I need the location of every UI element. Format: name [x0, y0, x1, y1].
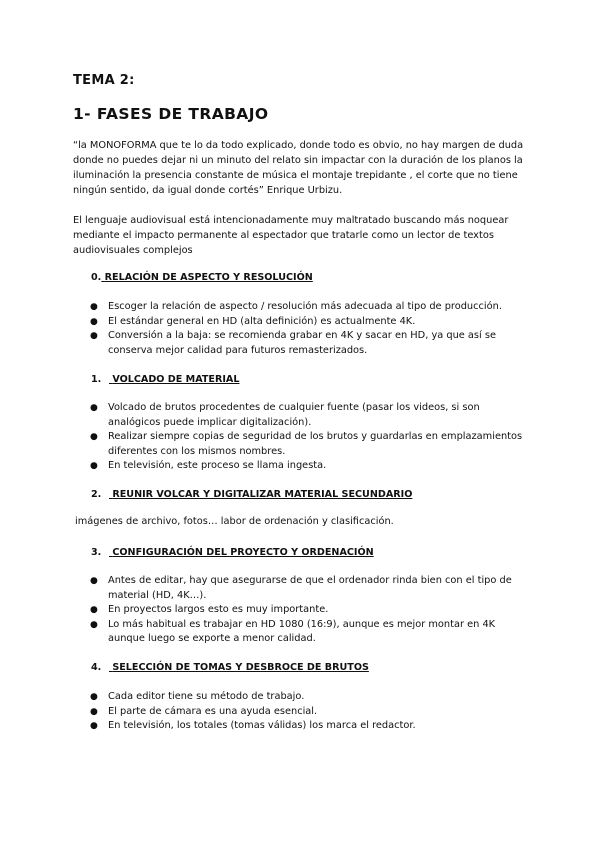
bullet-icon: ●: [90, 302, 98, 312]
bullet-icon: ●: [90, 461, 98, 471]
bullet-icon: ●: [90, 576, 98, 586]
list-item: ● El estándar general en HD (alta definición) es actualmente 4K.: [90, 315, 530, 330]
section-heading-1: [91, 374, 239, 385]
list-item: ● Antes de editar, hay que asegurarse de que el ordenador rinda bien con el tipo de material (HD, 4K…).: [90, 575, 512, 601]
intro-paragraph: El lenguaje audiovisual está intencionadamente muy maltratado buscando más noquear mediante el impacto permanente al espectador que tratarle como un lector de textos audiovisuales complejos: [73, 215, 509, 256]
topic-label: TEMA 2:: [73, 73, 135, 88]
section-1-list: [90, 401, 530, 474]
section-number: 2.: [91, 489, 102, 500]
bullet-icon: ●: [90, 619, 98, 630]
section-number: 4.: [91, 662, 102, 673]
bullet-icon: ●: [90, 706, 98, 717]
list-item: ● Conversión a la baja: se recomienda grabar en 4K y sacar en HD, ya que así se conserva mejor calidad para futuros remasterizados.: [90, 330, 497, 356]
section-title: VOLCADO DE MATERIAL: [112, 374, 240, 385]
list-item: ● Realizar siempre copias de seguridad de los brutos y guardarlas en emplazamientos diferentes con los mismos nombres.: [90, 431, 523, 457]
section-number: 0.: [91, 272, 102, 283]
list-item: ● Lo más habitual es trabajar en HD 1080 (16:9), aunque es mejor montar en 4K aunque luego se exporte a menor calidad.: [90, 618, 496, 644]
section-heading-0: [91, 272, 313, 283]
section-title: REUNIR VOLCAR Y DIGITALIZAR MATERIAL SECUNDARIO: [112, 489, 413, 500]
section-2-text: imágenes de archivo, fotos… labor de ordenación y clasificación.: [75, 516, 394, 527]
section-title: CONFIGURACIÓN DEL PROYECTO Y ORDENACIÓN: [112, 547, 374, 558]
bullet-icon: ●: [90, 403, 98, 413]
section-title: SELECCIÓN DE TOMAS Y DESBROCE DE BRUTOS: [112, 662, 369, 673]
bullet-icon: ●: [90, 316, 98, 327]
page-title: 1- FASES DE TRABAJO: [73, 105, 269, 123]
section-title: RELACIÓN DE ASPECTO Y RESOLUCIÓN: [104, 272, 313, 283]
bullet-icon: ●: [90, 605, 98, 615]
list-item: ● En proyectos largos esto es muy importante.: [90, 603, 530, 618]
list-item: ● En televisión, los totales (tomas válidas) los marca el redactor.: [90, 719, 530, 734]
section-heading-3: [91, 547, 374, 558]
bullet-icon: ●: [90, 692, 98, 702]
bullet-icon: ●: [90, 432, 98, 442]
section-0-list: [90, 300, 530, 358]
quote-paragraph: “la MONOFORMA que te lo da todo explicado, donde todo es obvio, no hay margen de duda donde no puedes dejar ni un minuto del relato sin impactar con la duración de los planos la iluminación la presencia constante de música el montaje trepidante , el corte que no tiene ningún sentido, da igual donde cortés” Enrique Urbizu.: [73, 140, 524, 196]
section-3-list: [90, 574, 530, 647]
bullet-icon: ●: [90, 331, 98, 341]
list-item: ● En televisión, este proceso se llama ingesta.: [90, 459, 530, 474]
section-number: 3.: [91, 547, 102, 558]
section-heading-4: [91, 662, 369, 673]
section-number: 1.: [91, 374, 102, 385]
list-item: ● Volcado de brutos procedentes de cualquier fuente (pasar los videos, si son analógicos puede implicar digitalización).: [90, 402, 480, 428]
section-heading-2: [91, 489, 412, 500]
list-item: ● El parte de cámara es una ayuda esencial.: [90, 705, 530, 720]
list-item: ● Cada editor tiene su método de trabajo.: [90, 690, 530, 705]
section-4-list: [90, 690, 530, 734]
bullet-icon: ●: [90, 721, 98, 731]
list-item: ● Escoger la relación de aspecto / resolución más adecuada al tipo de producción.: [90, 300, 530, 315]
